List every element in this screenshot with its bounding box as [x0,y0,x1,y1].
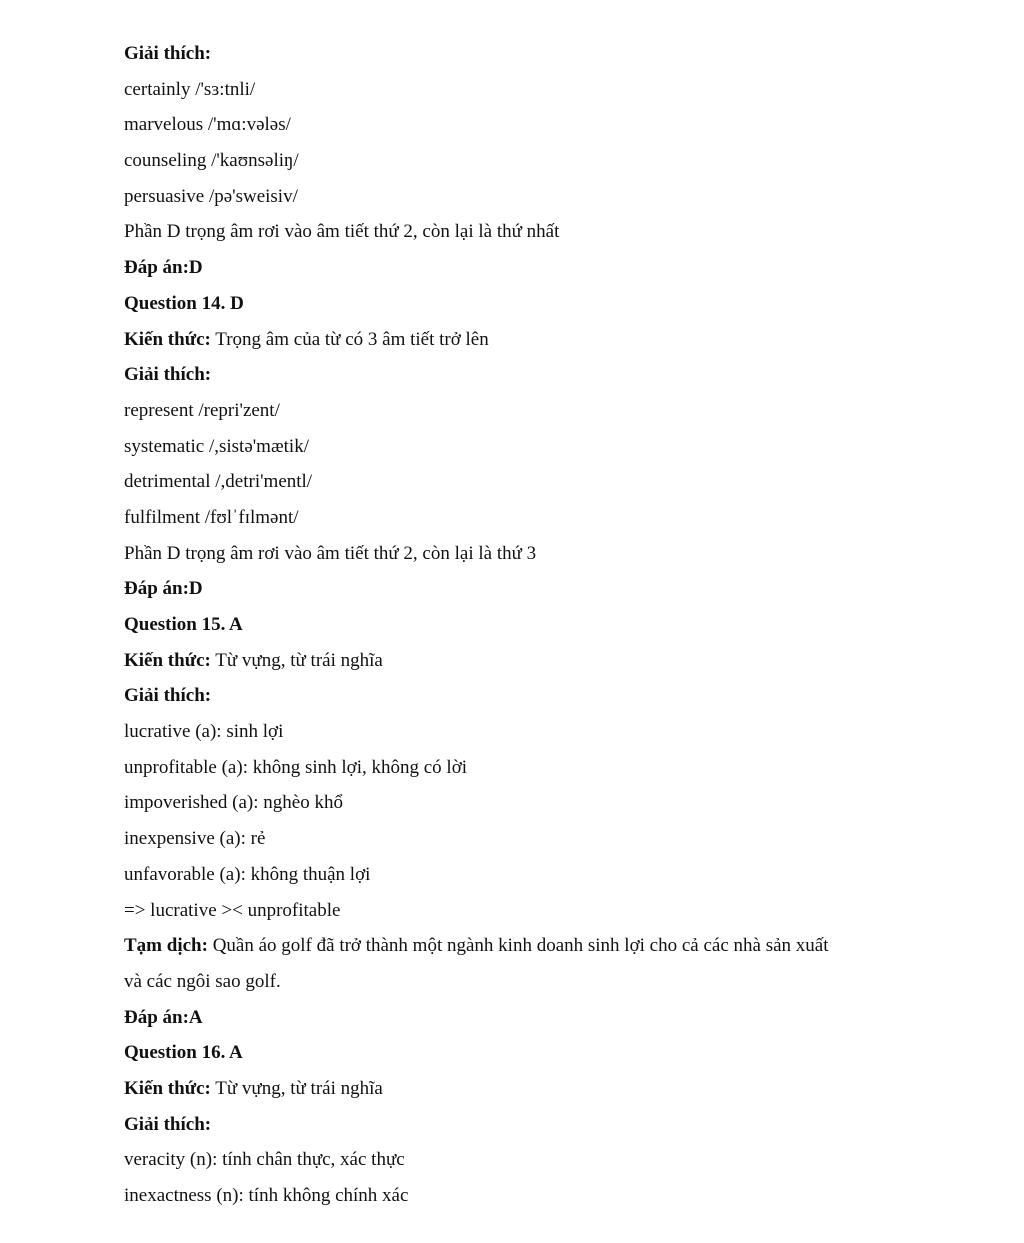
bold-label: Question 16. A [124,1042,243,1064]
line-text: represent /repri'zent/ [124,399,280,421]
question-heading [124,1035,944,1071]
line-text: Phần D trọng âm rơi vào âm tiết thứ 2, còn lại là thứ 3 [124,542,537,564]
text-line [124,107,944,143]
bold-label: Tạm dịch: [124,935,208,957]
knowledge-line [124,1071,944,1107]
line-text: Phần D trọng âm rơi vào âm tiết thứ 2, còn lại là thứ nhất [124,221,560,243]
section-heading [124,357,944,393]
text-line [124,750,944,786]
line-text: detrimental /,detri'mentl/ [124,471,313,493]
line-text: persuasive /pə'sweisiv/ [124,185,298,207]
section-heading [124,678,944,714]
bold-label: Giải thích: [124,685,212,707]
translation-line [124,928,944,964]
text-line [124,393,944,429]
question-heading [124,286,944,322]
line-text: marvelous /'mɑ:vələs/ [124,114,291,136]
text-line [124,785,944,821]
knowledge-line [124,322,944,358]
text-line [124,821,944,857]
line-text: veracity (n): tính chân thực, xác thực [124,1149,405,1171]
line-text: Quần áo golf đã trở thành một ngành kinh doanh sinh lợi cho cả các nhà sản xuất [207,935,829,957]
line-text: impoverished (a): nghèo khổ [124,792,343,814]
bold-label: Kiến thức: [124,328,211,350]
bold-label: Kiến thức: [124,649,211,671]
line-text: inexactness (n): tính không chính xác [124,1185,409,1206]
bold-label: Đáp án:D [124,257,203,279]
text-line [124,500,944,536]
line-text: và các ngôi sao golf. [124,970,281,992]
text-line [124,214,944,250]
line-text: lucrative (a): sinh lợi [124,721,284,743]
document-page [124,36,944,1214]
line-text: unfavorable (a): không thuận lợi [124,863,371,885]
answer-line [124,1000,944,1036]
line-text: fulfilment /fʊlˈfɪlmənt/ [124,506,299,528]
text-line [124,72,944,108]
text-line [124,536,944,572]
text-line [124,857,944,893]
translation-continuation [124,964,944,1000]
line-text: Trọng âm của từ có 3 âm tiết trở lên [210,328,489,350]
bold-label: Question 14. D [124,292,244,314]
text-line [124,714,944,750]
line-text: Từ vựng, từ trái nghĩa [210,649,383,671]
line-text: certainly /'sɜ:tnli/ [124,78,256,100]
line-text: counseling /'kaʊnsəliŋ/ [124,150,299,172]
bold-label: Giải thích: [124,43,212,64]
text-line [124,1142,944,1178]
text-line [124,179,944,215]
bold-label: Question 15. A [124,614,243,635]
text-line [124,464,944,500]
section-heading [124,1107,944,1143]
line-text: unprofitable (a): không sinh lợi, không có lời [124,756,468,778]
bold-label: Đáp án:A [124,1006,203,1028]
bold-label: Kiến thức: [124,1077,211,1099]
answer-line [124,250,944,286]
text-line [124,429,944,465]
line-text: Từ vựng, từ trái nghĩa [210,1077,383,1099]
bold-label: Đáp án:D [124,578,203,600]
line-text: => lucrative >< unprofitable [124,899,341,921]
line-text: systematic /,sistə'mætik/ [124,435,309,457]
line-text: inexpensive (a): rẻ [124,828,266,850]
bold-label: Giải thích: [124,1113,212,1135]
text-line [124,893,944,929]
knowledge-line [124,643,944,679]
bold-label: Giải thích: [124,364,212,386]
text-line [124,1178,944,1214]
section-heading [124,36,944,72]
answer-line [124,571,944,607]
text-line [124,143,944,179]
question-heading [124,607,944,643]
